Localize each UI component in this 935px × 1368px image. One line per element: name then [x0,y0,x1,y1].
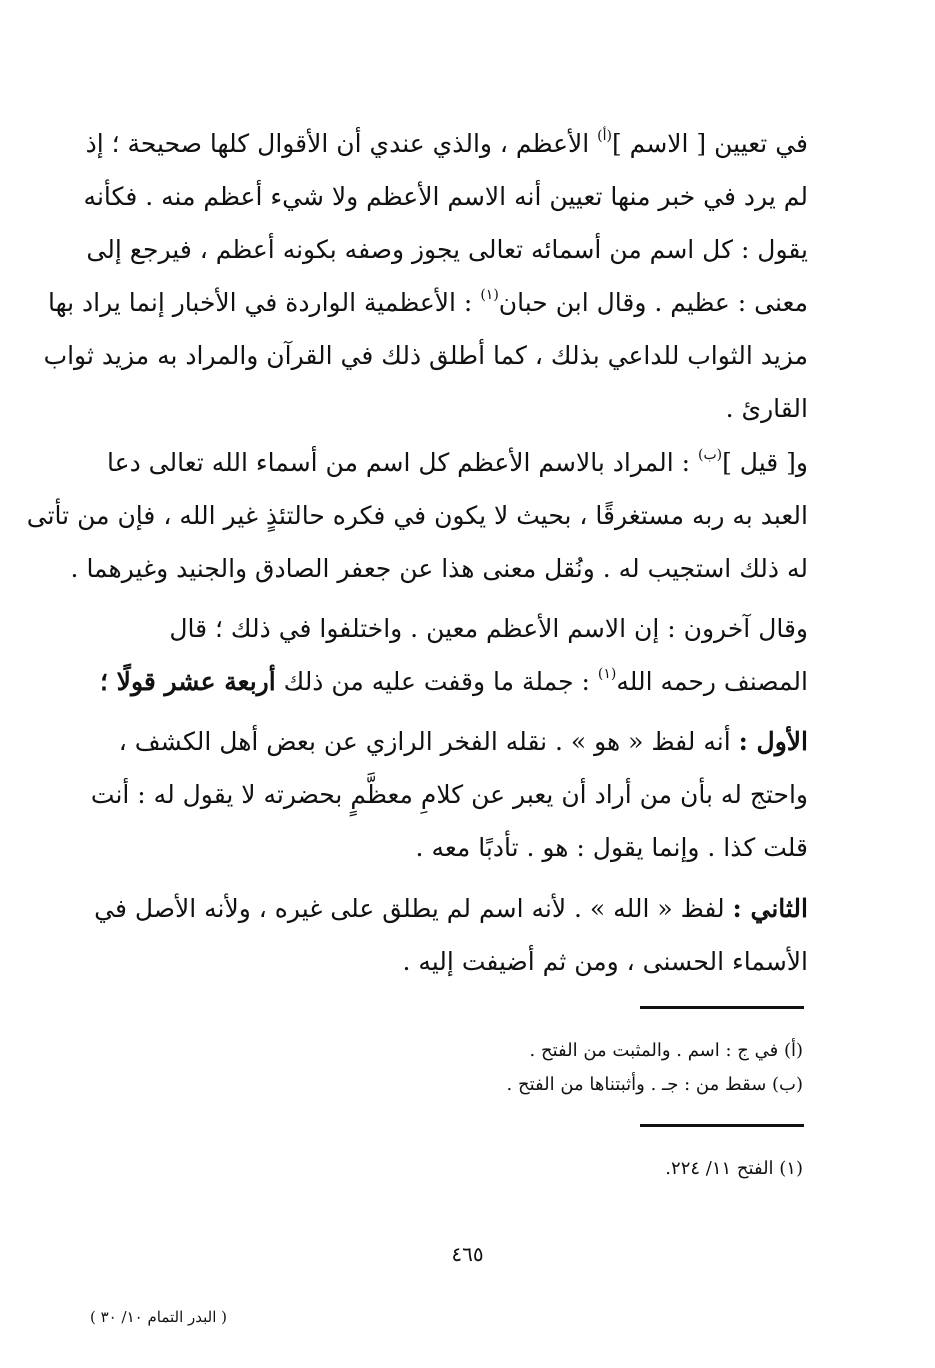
footnote-marker[interactable]: (أ) [597,128,612,144]
item-lead: الأول : [738,727,808,756]
text-line: له ذلك استجيب له . ونُقل معنى هذا عن جعفر الصادق والجنيد وغيرهما . [70,554,808,583]
text-line: وقال آخرون : إن الاسم الأعظم معين . واختلفوا في ذلك ؛ قال [169,614,808,643]
text-line: قلت كذا . وإنما يقول : هو . تأدبًا معه . [415,833,808,862]
variant-footnotes [283,1034,803,1102]
paragraph-3 [100,602,808,708]
book-reference: ( البدر التمام ١٠/ ٣٠ ) [90,1308,228,1326]
paragraph-5 [94,882,808,988]
paragraph-1 [43,117,808,435]
footnote-item: (أ) في ج : اسم . والمثبت من الفتح . [529,1040,803,1061]
text-line: المصنف رحمه الله$^{(١)}$ : جملة ما وقفت عليه من ذلك أربعة عشر قولًا ؛ [100,666,808,696]
text-line: معنى : عظيم . وقال ابن حبان$^{(١)}$ : الأعظمية الواردة في الأخبار إنما يراد بها [47,287,808,317]
footnote-marker[interactable]: (١) [597,666,617,682]
text-line: واحتج له بأن من أراد أن يعبر عن كلامِ معظَّمٍ بحضرته لا يقول له : أنت [90,780,808,809]
emphasis-text: أربعة عشر قولًا ؛ [100,667,276,696]
text-line: العبد به ربه مستغرقًا ، بحيث لا يكون في فكره حالتئذٍ غير الله ، فإن من تأتى [26,501,808,530]
text-line: الأسماء الحسنى ، ومن ثم أضيفت إليه . [402,947,808,976]
footnote-item: (١) الفتح ١١/ ٢٢٤. [665,1158,803,1179]
paragraph-4 [90,715,808,874]
paragraph-2 [26,436,808,595]
text-line: القارئ . [725,394,808,423]
footnote-item: (ب) سقط من : جـ . وأثبتناها من الفتح . [506,1074,803,1095]
text-line: في تعيين [ الاسم ]$^{(أ)}$ الأعظم ، والذي عندي أن الأقوال كلها صحيحة ؛ إذ [85,128,808,158]
footnote-divider [640,1006,804,1009]
text-line: الثاني : لفظ « الله » . لأنه اسم لم يطلق على غيره ، ولأنه الأصل في [94,894,808,923]
text-line: و[ قيل ]$^{(ب)}$ : المراد بالاسم الأعظم كل اسم من أسماء الله تعالى دعا [107,447,808,477]
footnote-marker[interactable]: (١) [480,287,499,303]
text-line: الأول : أنه لفظ « هو » . نقله الفخر الرازي عن بعض أهل الكشف ، [118,727,808,756]
text-line: يقول : كل اسم من أسمائه تعالى يجوز وصفه بكونه أعظم ، فيرجع إلى [86,235,808,264]
source-footnotes [283,1152,803,1186]
text-line: مزيد الثواب للداعي بذلك ، كما أطلق ذلك في القرآن والمراد به مزيد ثواب [43,341,808,370]
footnote-marker[interactable]: (ب) [697,447,723,463]
footnote-divider [640,1124,804,1127]
page-number: ٤٦٥ [451,1242,484,1266]
text-line: لم يرد في خبر منها تعيين أنه الاسم الأعظم ولا شيء أعظم منه . فكأنه [83,182,808,211]
item-lead: الثاني : [732,894,808,923]
